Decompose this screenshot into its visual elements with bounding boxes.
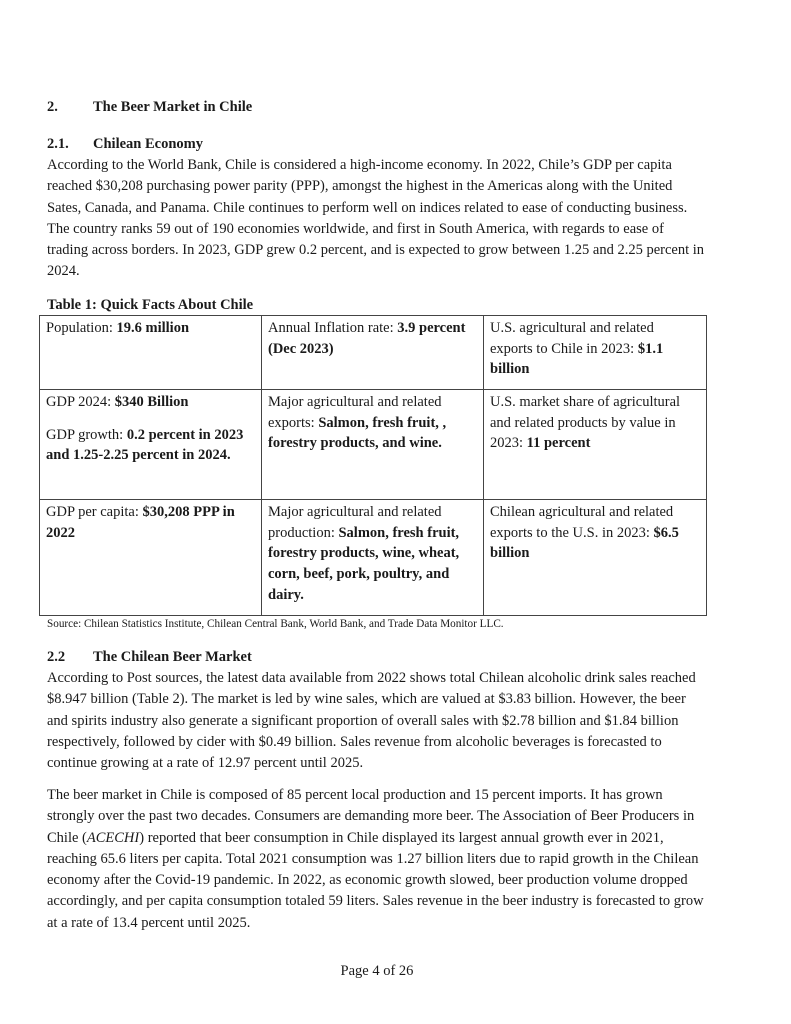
paragraph-text: The beer market in Chile is composed of 85 percent local production and 15 percent imports. It has grown strongly over the past two decades. Consumers are demanding more beer. The Association of Beer Producers in Chile (	[47, 787, 695, 846]
section-2-1-heading	[47, 135, 203, 153]
table-cell-major-production	[262, 500, 484, 616]
cell-label: Population:	[46, 320, 117, 336]
cell-value: $6.5 billion	[490, 524, 679, 562]
table-cell-gdp-per-capita	[40, 500, 262, 616]
table-cell-us-market-share	[484, 390, 707, 500]
beer-market-paragraph-2	[47, 785, 707, 934]
beer-market-paragraph-1: According to Post sources, the latest data available from 2022 shows total Chilean alcoholic drink sales reached $8.947 billion (Table 2). The market is led by wine sales, which are valued at $3.83 billion. However, the beer and spirits industry also generate a significant proportion of overall sales with $2.78 billion and $1.84 billion respectively, followed by cider with $0.49 billion. Sales revenue from alcoholic beverages is forecasted to continue growing at a rate of 12.97 percent until 2025.	[47, 670, 696, 772]
table-caption: Table 1: Quick Facts About Chile	[47, 297, 254, 313]
cell-value: $340 Billion	[114, 394, 189, 410]
chilean-economy-paragraph: According to the World Bank, Chile is considered a high-income economy. In 2022, Chile’s GDP per capita reached $30,208 purchasing power parity (PPP), amongst the highest in the Americas along with the United Sates, Canada, and Panama. Chile continues to perform well on indices related to ease of conducting business. The country ranks 59 out of 190 economies worldwide, and first in South America, with regards to ease of trading across borders. In 2023, GDP grew 0.2 percent, and is expected to grow between 1.25 and 2.25 percent in 2024.	[47, 157, 705, 280]
cell-value: $30,208 PPP in 2022	[46, 504, 235, 541]
cell-value: 3.9 percent (Dec 2023)	[268, 320, 466, 357]
cell-label: U.S. market share of agricultural and related products by value in 2023:	[490, 394, 681, 452]
cell-value: 19.6 million	[116, 320, 190, 336]
quick-facts-table	[39, 315, 707, 616]
section-number: 2.2	[47, 649, 66, 665]
cell-label: Chilean agricultural and related exports to the U.S. in 2023:	[490, 504, 674, 541]
cell-label: GDP 2024:	[46, 394, 115, 410]
page-number: Page 4 of 26	[340, 963, 414, 979]
table-cell-population	[40, 316, 262, 390]
cell-value: 0.2 percent in 2023 and 1.25-2.25 percent in 2024.	[46, 426, 244, 464]
table-cell-chile-exports-us	[484, 500, 707, 616]
table-row	[40, 316, 707, 390]
section-title: The Beer Market in Chile	[93, 99, 253, 115]
cell-label: GDP growth:	[46, 426, 127, 443]
section-number: 2.	[47, 99, 58, 115]
table-cell-us-exports	[484, 316, 707, 390]
acronym: ACECHI	[86, 829, 140, 846]
table-cell-inflation	[262, 316, 484, 390]
cell-label: GDP per capita:	[46, 504, 143, 520]
paragraph-text: ) reported that beer consumption in Chile displayed its largest annual growth ever in 2021, reaching 65.6 liters per capita. Total 2021 consumption was 1.27 billion liters due to rapid growth in the Chilean economy after the Covid-19 pandemic. In 2022, as economic growth slowed, beer production volume dropped accordingly, and per capita consumption totaled 59 liters. Sales revenue in the beer industry is forecasted to grow at a rate of 13.4 percent until 2025.	[47, 829, 704, 931]
table-cell-major-exports	[262, 390, 484, 500]
cell-value: Salmon, fresh fruit, forestry products, wine, wheat, corn, beef, pork, poultry, and dairy.	[268, 524, 460, 603]
section-2-2-heading	[47, 648, 252, 666]
cell-label: Major agricultural and related exports:	[268, 394, 442, 431]
cell-value: 11 percent	[526, 435, 591, 452]
table-row	[40, 390, 707, 500]
section-number: 2.1.	[47, 136, 69, 152]
table-cell-gdp	[40, 390, 262, 500]
cell-value: Salmon, fresh fruit, , forestry products, and wine.	[268, 414, 447, 452]
section-title: Chilean Economy	[93, 136, 203, 152]
section-2-heading	[47, 98, 252, 116]
cell-label: Annual Inflation rate:	[268, 320, 398, 336]
section-title: The Chilean Beer Market	[93, 649, 252, 665]
cell-label: Major agricultural and related production:	[268, 504, 442, 541]
table-row	[40, 500, 707, 616]
cell-value: $1.1 billion	[490, 340, 664, 378]
table-source-note: Source: Chilean Statistics Institute, Chilean Central Bank, World Bank, and Trade Data Monitor LLC.	[47, 618, 504, 630]
cell-label: U.S. agricultural and related exports to Chile in 2023:	[490, 320, 654, 357]
